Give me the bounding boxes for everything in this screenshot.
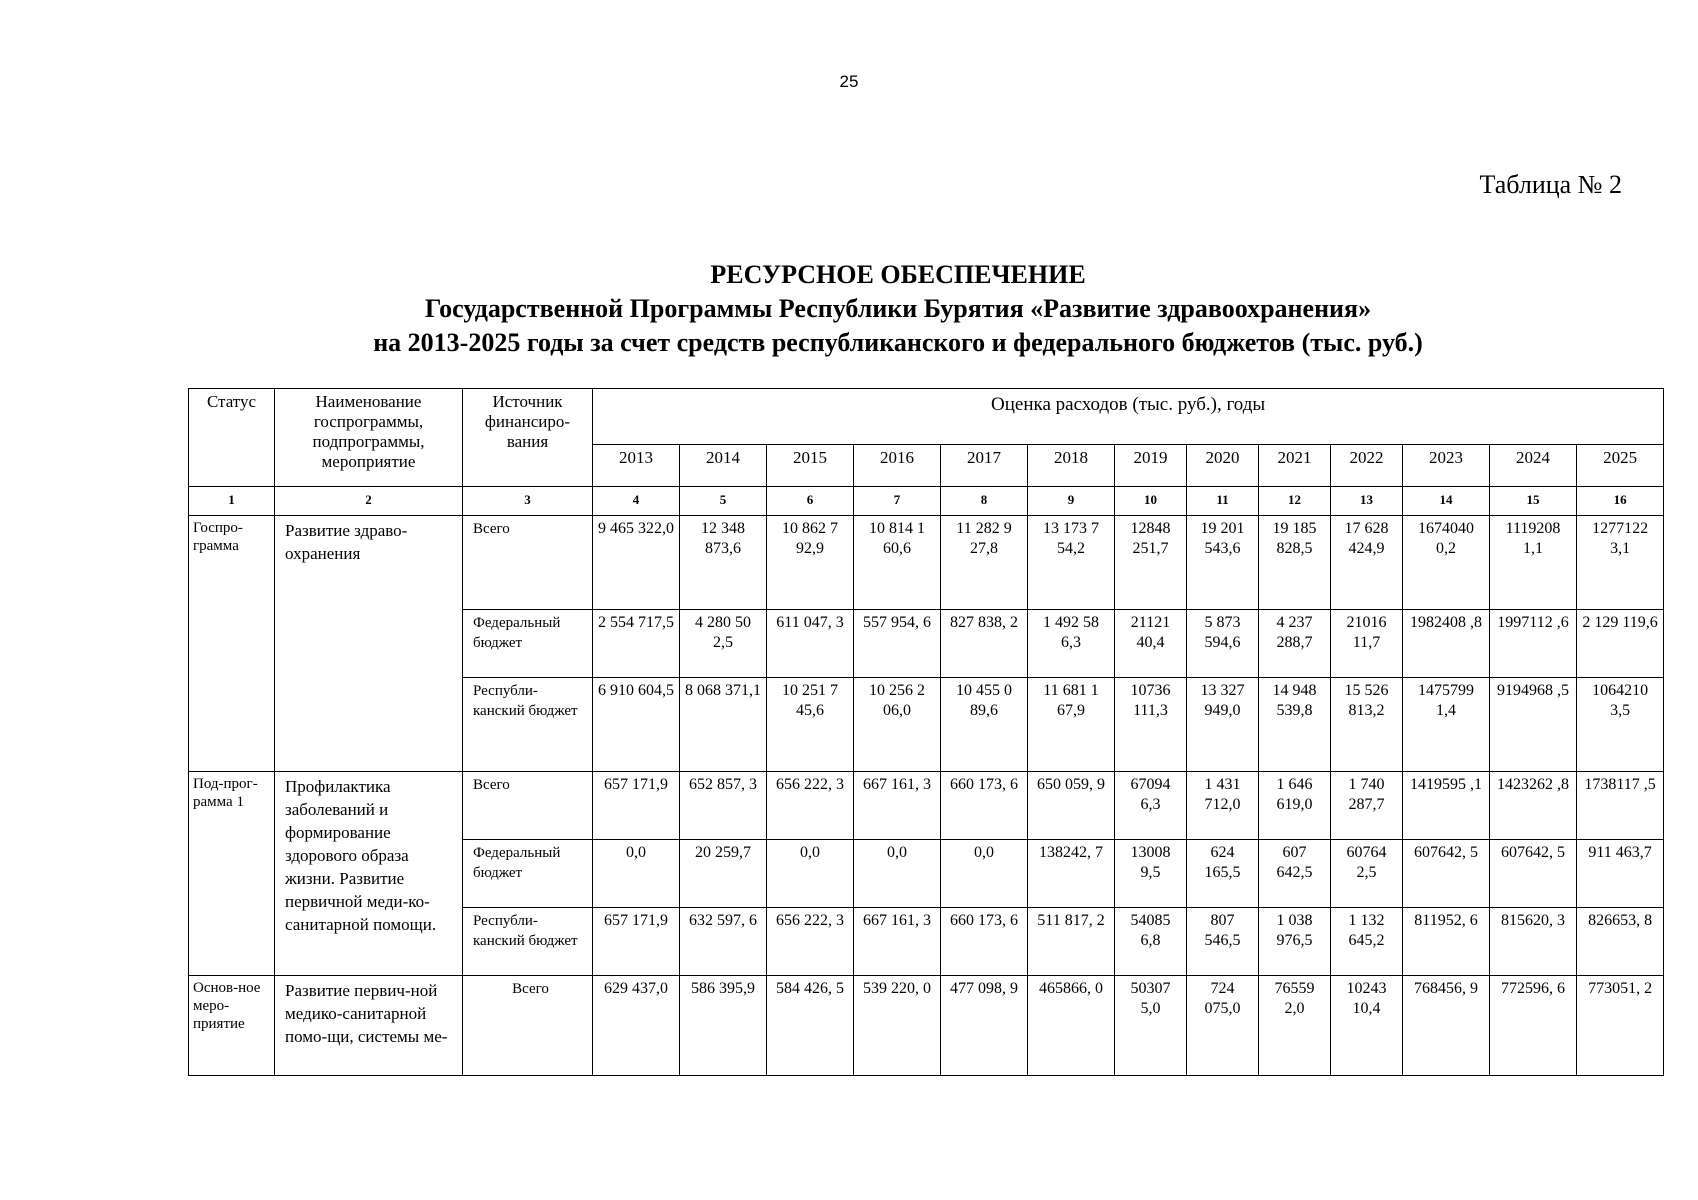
value-cell: 1277122 3,1 — [1577, 516, 1664, 610]
value-cell: 10243 10,4 — [1331, 976, 1403, 1076]
header-index: 13 — [1331, 487, 1403, 516]
value-cell: 1119208 1,1 — [1490, 516, 1577, 610]
header-year: 2024 — [1490, 445, 1577, 487]
value-cell: 611 047, 3 — [767, 610, 854, 678]
value-cell: 1982408 ,8 — [1403, 610, 1490, 678]
value-cell: 660 173, 6 — [941, 908, 1028, 976]
value-cell: 1 646 619,0 — [1259, 772, 1331, 840]
table-header — [189, 389, 1664, 516]
value-cell: 667 161, 3 — [854, 908, 941, 976]
row-funding-source: Всего — [463, 772, 593, 840]
value-cell: 13 173 7 54,2 — [1028, 516, 1115, 610]
header-index: 14 — [1403, 487, 1490, 516]
header-year: 2014 — [680, 445, 767, 487]
title-line-1: РЕСУРСНОЕ ОБЕСПЕЧЕНИЕ — [710, 260, 1086, 289]
table-row — [189, 516, 1664, 610]
value-cell: 827 838, 2 — [941, 610, 1028, 678]
value-cell: 815620, 3 — [1490, 908, 1577, 976]
value-cell: 5 873 594,6 — [1187, 610, 1259, 678]
title-line-2: Государственной Программы Республики Бурятия «Развитие здравоохранения» — [424, 294, 1372, 323]
value-cell: 650 059, 9 — [1028, 772, 1115, 840]
value-cell: 10 251 7 45,6 — [767, 678, 854, 772]
value-cell: 652 857, 3 — [680, 772, 767, 840]
table-row — [189, 976, 1664, 1076]
value-cell: 2 129 119,6 — [1577, 610, 1664, 678]
row-funding-source: Всего — [463, 976, 593, 1076]
header-index: 2 — [275, 487, 463, 516]
header-year: 2025 — [1577, 445, 1664, 487]
value-cell: 9 465 322,0 — [593, 516, 680, 610]
header-year: 2017 — [941, 445, 1028, 487]
header-year: 2018 — [1028, 445, 1115, 487]
value-cell: 807 546,5 — [1187, 908, 1259, 976]
table-label: Таблица № 2 — [1479, 170, 1622, 199]
value-cell: 539 220, 0 — [854, 976, 941, 1076]
value-cell: 6 910 604,5 — [593, 678, 680, 772]
row-name: Развитие здраво-охранения — [275, 516, 463, 772]
value-cell: 826653, 8 — [1577, 908, 1664, 976]
value-cell: 19 185 828,5 — [1259, 516, 1331, 610]
row-funding-source: Федеральный бюджет — [463, 610, 593, 678]
value-cell: 629 437,0 — [593, 976, 680, 1076]
value-cell: 67094 6,3 — [1115, 772, 1187, 840]
row-name: Развитие первич-ной медико-санитарной помо-щи, системы ме- — [275, 976, 463, 1076]
header-year: 2023 — [1403, 445, 1490, 487]
value-cell: 772596, 6 — [1490, 976, 1577, 1076]
value-cell: 1 431 712,0 — [1187, 772, 1259, 840]
value-cell: 1 492 58 6,3 — [1028, 610, 1115, 678]
value-cell: 10 862 7 92,9 — [767, 516, 854, 610]
header-status: Статус — [189, 389, 275, 487]
value-cell: 12 348 873,6 — [680, 516, 767, 610]
header-index: 5 — [680, 487, 767, 516]
value-cell: 15 526 813,2 — [1331, 678, 1403, 772]
value-cell: 2 554 717,5 — [593, 610, 680, 678]
header-expenditure-group: Оценка расходов (тыс. руб.), годы — [593, 389, 1664, 445]
row-status: Основ-ное меро-приятие — [189, 976, 275, 1076]
value-cell: 557 954, 6 — [854, 610, 941, 678]
value-cell: 657 171,9 — [593, 772, 680, 840]
value-cell: 1 132 645,2 — [1331, 908, 1403, 976]
value-cell: 811952, 6 — [1403, 908, 1490, 976]
row-funding-source: Федеральный бюджет — [463, 840, 593, 908]
header-index-row — [189, 487, 1664, 516]
header-source: Источник финансиро-вания — [463, 389, 593, 487]
value-cell: 50307 5,0 — [1115, 976, 1187, 1076]
header-index: 7 — [854, 487, 941, 516]
value-cell: 656 222, 3 — [767, 772, 854, 840]
value-cell: 11 681 1 67,9 — [1028, 678, 1115, 772]
value-cell: 724 075,0 — [1187, 976, 1259, 1076]
value-cell: 656 222, 3 — [767, 908, 854, 976]
value-cell: 1997112 ,6 — [1490, 610, 1577, 678]
value-cell: 17 628 424,9 — [1331, 516, 1403, 610]
value-cell: 10 814 1 60,6 — [854, 516, 941, 610]
row-name: Профилактика заболеваний и формирование здорового образа жизни. Развитие первичной меди-ко-санитарной помощи. — [275, 772, 463, 976]
table-body — [189, 516, 1664, 1076]
header-index: 1 — [189, 487, 275, 516]
value-cell: 8 068 371,1 — [680, 678, 767, 772]
header-index: 3 — [463, 487, 593, 516]
value-cell: 21016 11,7 — [1331, 610, 1403, 678]
header-index: 10 — [1115, 487, 1187, 516]
row-funding-source: Всего — [463, 516, 593, 610]
header-index: 6 — [767, 487, 854, 516]
value-cell: 477 098, 9 — [941, 976, 1028, 1076]
table-row — [189, 772, 1664, 840]
value-cell: 19 201 543,6 — [1187, 516, 1259, 610]
value-cell: 667 161, 3 — [854, 772, 941, 840]
value-cell: 9194968 ,5 — [1490, 678, 1577, 772]
value-cell: 10 455 0 89,6 — [941, 678, 1028, 772]
row-status: Госпро-грамма — [189, 516, 275, 772]
header-index: 15 — [1490, 487, 1577, 516]
value-cell: 4 237 288,7 — [1259, 610, 1331, 678]
header-name: Наименование госпрограммы, подпрограммы, мероприятие — [275, 389, 463, 487]
value-cell: 632 597, 6 — [680, 908, 767, 976]
header-index: 11 — [1187, 487, 1259, 516]
header-year: 2020 — [1187, 445, 1259, 487]
value-cell: 657 171,9 — [593, 908, 680, 976]
value-cell: 76559 2,0 — [1259, 976, 1331, 1076]
title-line-3: на 2013-2025 годы за счет средств республиканского и федерального бюджетов (тыс. руб.) — [373, 328, 1423, 357]
value-cell: 1423262 ,8 — [1490, 772, 1577, 840]
value-cell: 1064210 3,5 — [1577, 678, 1664, 772]
value-cell: 607 642,5 — [1259, 840, 1331, 908]
value-cell: 138242, 7 — [1028, 840, 1115, 908]
value-cell: 624 165,5 — [1187, 840, 1259, 908]
page-number: 25 — [839, 72, 859, 91]
value-cell: 607642, 5 — [1490, 840, 1577, 908]
header-index: 9 — [1028, 487, 1115, 516]
header-year: 2022 — [1331, 445, 1403, 487]
value-cell: 21121 40,4 — [1115, 610, 1187, 678]
value-cell: 11 282 9 27,8 — [941, 516, 1028, 610]
value-cell: 13008 9,5 — [1115, 840, 1187, 908]
value-cell: 0,0 — [941, 840, 1028, 908]
value-cell: 511 817, 2 — [1028, 908, 1115, 976]
value-cell: 10 256 2 06,0 — [854, 678, 941, 772]
value-cell: 54085 6,8 — [1115, 908, 1187, 976]
header-year: 2021 — [1259, 445, 1331, 487]
row-status: Под-прог-рамма 1 — [189, 772, 275, 976]
value-cell: 911 463,7 — [1577, 840, 1664, 908]
header-year: 2015 — [767, 445, 854, 487]
header-index: 12 — [1259, 487, 1331, 516]
header-index: 8 — [941, 487, 1028, 516]
value-cell: 584 426, 5 — [767, 976, 854, 1076]
resource-table — [188, 388, 1664, 1076]
header-year: 2016 — [854, 445, 941, 487]
value-cell: 1 038 976,5 — [1259, 908, 1331, 976]
value-cell: 0,0 — [593, 840, 680, 908]
value-cell: 1 740 287,7 — [1331, 772, 1403, 840]
value-cell: 768456, 9 — [1403, 976, 1490, 1076]
value-cell: 0,0 — [767, 840, 854, 908]
value-cell: 773051, 2 — [1577, 976, 1664, 1076]
header-index: 4 — [593, 487, 680, 516]
value-cell: 20 259,7 — [680, 840, 767, 908]
value-cell: 12848 251,7 — [1115, 516, 1187, 610]
header-index: 16 — [1577, 487, 1664, 516]
value-cell: 465866, 0 — [1028, 976, 1115, 1076]
value-cell: 607642, 5 — [1403, 840, 1490, 908]
value-cell: 0,0 — [854, 840, 941, 908]
value-cell: 13 327 949,0 — [1187, 678, 1259, 772]
header-year: 2013 — [593, 445, 680, 487]
value-cell: 4 280 50 2,5 — [680, 610, 767, 678]
row-funding-source: Республи-канский бюджет — [463, 908, 593, 976]
value-cell: 1674040 0,2 — [1403, 516, 1490, 610]
value-cell: 14 948 539,8 — [1259, 678, 1331, 772]
value-cell: 1475799 1,4 — [1403, 678, 1490, 772]
value-cell: 586 395,9 — [680, 976, 767, 1076]
value-cell: 1419595 ,1 — [1403, 772, 1490, 840]
header-year: 2019 — [1115, 445, 1187, 487]
value-cell: 660 173, 6 — [941, 772, 1028, 840]
value-cell: 1738117 ,5 — [1577, 772, 1664, 840]
document-title — [0, 258, 1698, 360]
row-funding-source: Республи-канский бюджет — [463, 678, 593, 772]
value-cell: 60764 2,5 — [1331, 840, 1403, 908]
value-cell: 10736 111,3 — [1115, 678, 1187, 772]
